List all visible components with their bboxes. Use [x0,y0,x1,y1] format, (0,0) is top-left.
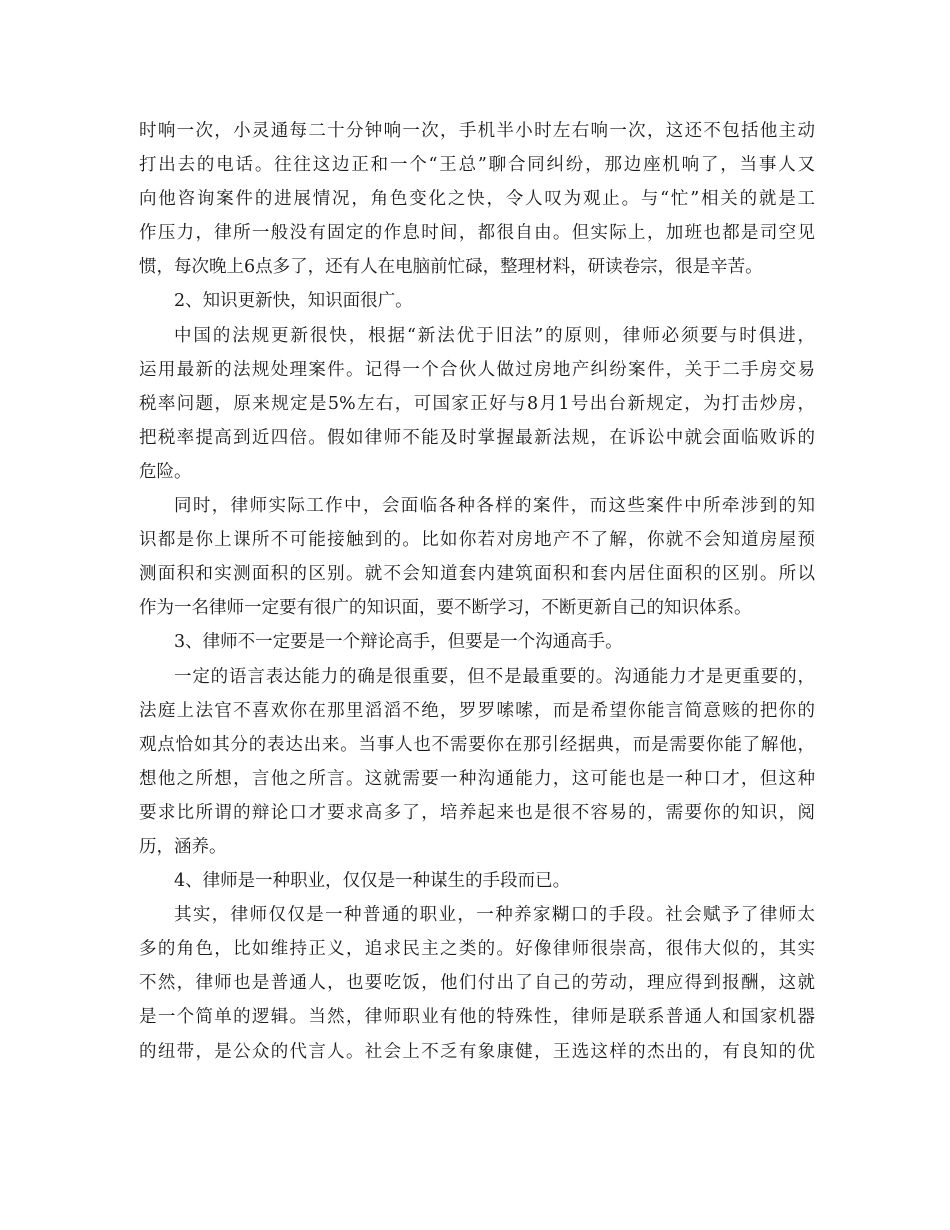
text-line: 是一个简单的逻辑。当然，律师职业有他的特殊性，律师是联系普通人和国家机器 [139,1007,815,1028]
text-line: 向他咨询案件的进展情况，角色变化之快，令人叹为观止。与“忙”相关的就是工 [139,189,815,210]
text-line: 同时，律师实际工作中，会面临各种各样的案件，而这些案件中所牵涉到的知 [174,496,815,517]
text-line: 作为一名律师一定要有很广的知识面，要不断学习，不断更新自己的知识体系。 [139,598,752,619]
text-line: 不然，律师也是普通人，也要吃饭，他们付出了自己的劳动，理应得到报酬，这就 [139,973,815,994]
text-line: 惯，每次晚上6点多了，还有人在电脑前忙碌，整理材料，研读卷宗，很是辛苦。 [139,257,763,278]
text-line: 历，涵养。 [139,836,227,857]
text-line: 观点恰如其分的表达出来。当事人也不需要你在那引经据典，而是需要你能了解他， [139,734,815,755]
text-line: 要求比所谓的辩论口才要求高多了，培养起来也是很不容易的，需要你的知识，阅 [139,802,815,823]
text-line: 法庭上法官不喜欢你在那里滔滔不绝，罗罗嗦嗦，而是希望你能言简意赅的把你的 [139,700,815,721]
text-line: 的纽带，是公众的代言人。社会上不乏有象康健，王选这样的杰出的，有良知的优 [139,1041,815,1062]
text-line: 2、知识更新快，知识面很广。 [174,291,413,312]
text-line: 识都是你上课所不可能接触到的。比如你若对房地产不了解，你就不会知道房屋预 [139,530,815,551]
text-line: 税率问题，原来规定是5%左右，可国家正好与8月1号出台新规定，为打击炒房， [139,393,815,414]
text-line: 想他之所想，言他之所言。这就需要一种沟通能力，这可能也是一种口才，但这种 [139,768,815,789]
text-line: 测面积和实测面积的区别。就不会知道套内建筑面积和套内居住面积的区别。所以 [139,564,815,585]
text-line: 多的角色，比如维持正义，追求民主之类的。好像律师很崇高，很伟大似的，其实 [139,939,815,960]
text-line: 打出去的电话。往往这边正和一个“王总”聊合同纠纷，那边座机响了，当事人又 [139,155,815,176]
text-line: 运用最新的法规处理案件。记得一个合伙人做过房地产纠纷案件，关于二手房交易 [139,359,815,380]
text-line: 时响一次，小灵通每二十分钟响一次，手机半小时左右响一次，这还不包括他主动 [139,121,815,141]
text-line: 其实，律师仅仅是一种普通的职业，一种养家糊口的手段。社会赋予了律师太 [174,905,815,926]
text-line: 3、律师不一定要是一个辩论高手，但要是一个沟通高手。 [174,632,623,653]
text-line: 一定的语言表达能力的确是很重要，但不是最重要的。沟通能力才是更重要的， [174,666,815,687]
document-body [139,114,815,1069]
text-line: 危险。 [139,461,192,482]
text-line: 4、律师是一种职业，仅仅是一种谋生的手段而已。 [174,871,571,892]
text-line: 把税率提高到近四倍。假如律师不能及时掌握最新法规，在诉讼中就会面临败诉的 [139,427,815,448]
text-line: 作压力，律所一般没有固定的作息时间，都很自由。但实际上，加班也都是司空见 [139,223,815,244]
text-line: 中国的法规更新很快，根据“新法优于旧法”的原则，律师必须要与时俱进， [174,325,815,346]
